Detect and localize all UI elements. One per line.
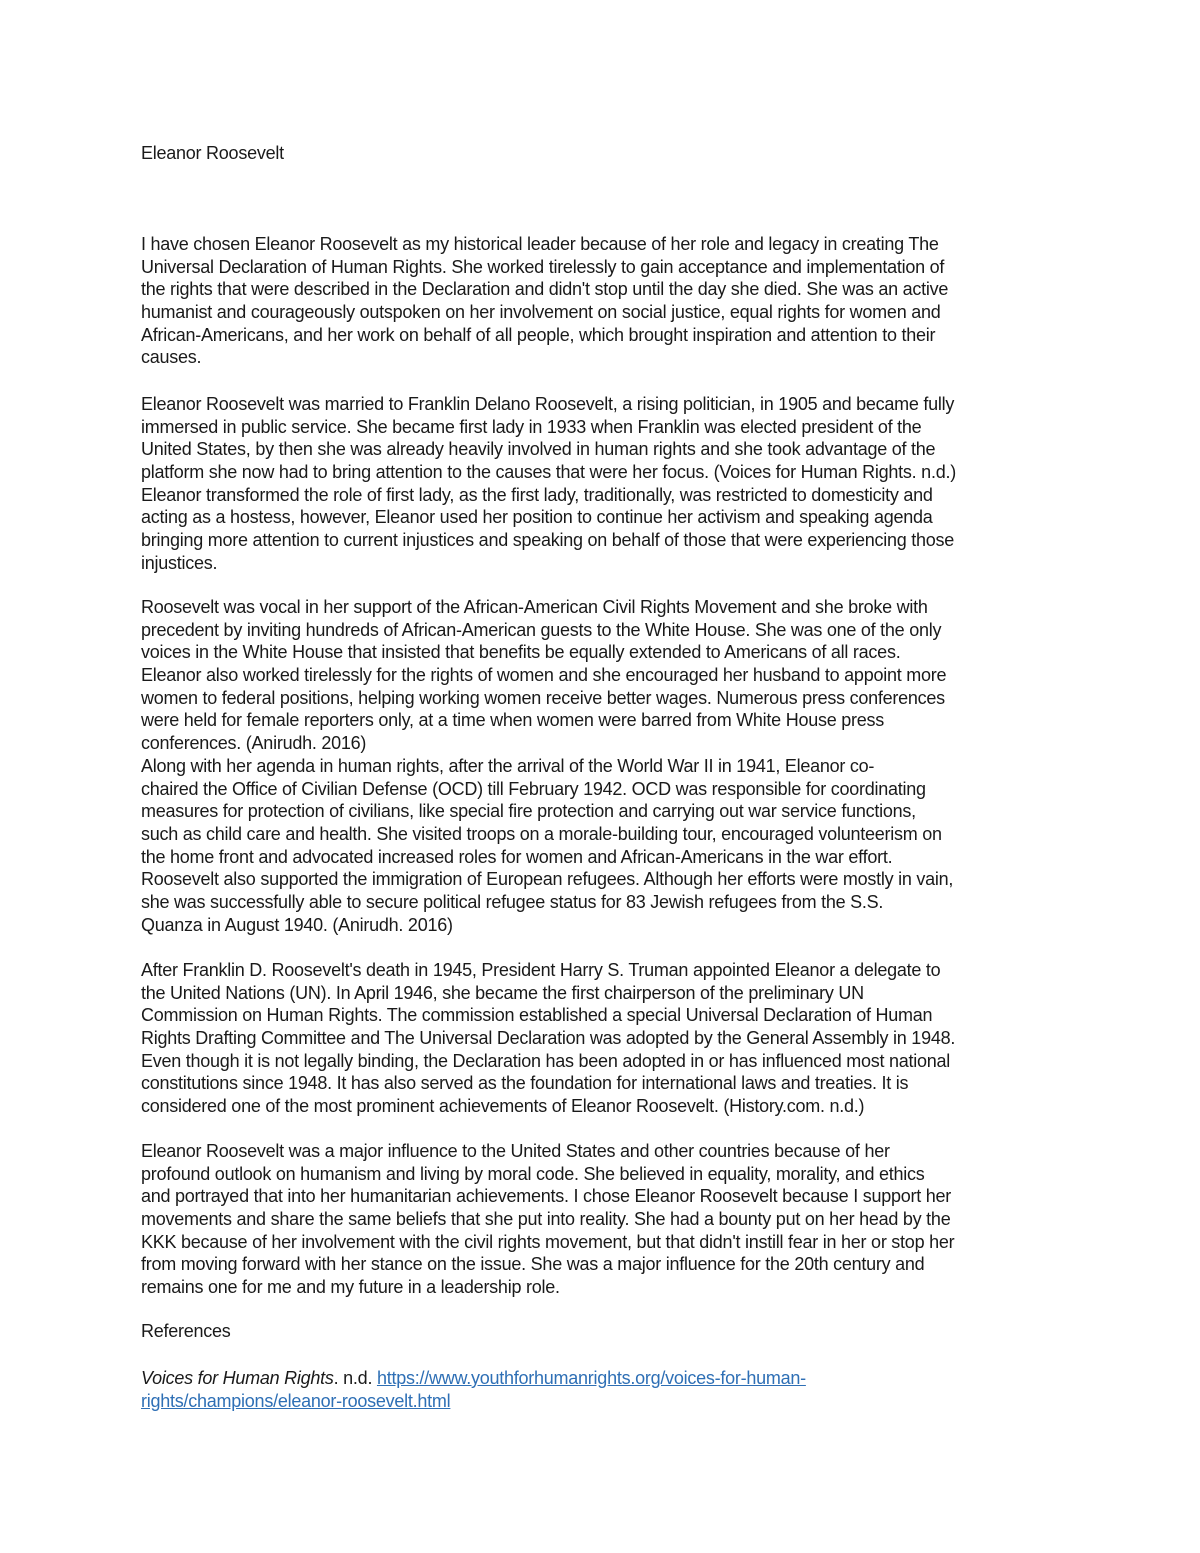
text-line: KKK because of her involvement with the civil rights movement, but that didn't instill fear in her or stop her [141, 1231, 955, 1252]
text-line: injustices. [141, 552, 218, 573]
text-line: such as child care and health. She visited troops on a morale-building tour, encouraged volunteerism on [141, 823, 942, 844]
text-line: Commission on Human Rights. The commission established a special Universal Declaration of Human [141, 1005, 933, 1026]
paragraph-4 [141, 959, 955, 1118]
text-line: Universal Declaration of Human Rights. She worked tirelessly to gain acceptance and implementation of [141, 256, 945, 277]
paragraph-1 [141, 233, 948, 369]
text-line: women to federal positions, helping working women receive better wages. Numerous press conferences [141, 687, 945, 708]
text-line: Even though it is not legally binding, the Declaration has been adopted in or has influenced most national [141, 1050, 951, 1071]
text-line: Eleanor Roosevelt was a major influence to the United States and other countries because of her [141, 1141, 890, 1161]
text-line: measures for protection of civilians, like special fire protection and carrying out war service functions, [141, 801, 916, 822]
text-line: remains one for me and my future in a leadership role. [141, 1277, 560, 1298]
reference-link-continued[interactable]: rights/champions/eleanor-roosevelt.html [141, 1390, 451, 1411]
text-line: causes. [141, 347, 202, 368]
paragraph-5 [141, 1140, 954, 1299]
document-title: Eleanor Roosevelt [141, 143, 284, 163]
text-line: were held for female reporters only, at a time when women were barred from White House press [141, 710, 884, 731]
text-line: humanist and courageously outspoken on her involvement on social justice, equal rights for women and [141, 302, 941, 323]
text-line: voices in the White House that insisted that benefits be equally extended to Americans of all races. [141, 642, 901, 663]
reference-link[interactable]: https://www.youthforhumanrights.org/voices-for-human- [376, 1368, 806, 1388]
paragraph-2 [141, 393, 956, 575]
text-line: precedent by inviting hundreds of African-American guests to the White House. She was one of the only [141, 619, 942, 640]
text-line: Eleanor also worked tirelessly for the rights of women and she encouraged her husband to appoint more [141, 665, 947, 686]
reference-date: . n.d. [333, 1368, 377, 1388]
text-line: the home front and advocated increased roles for women and African-Americans in the war effort. [141, 846, 893, 867]
references-heading: References [141, 1321, 231, 1341]
text-line: United States, by then she was already heavily involved in human rights and she took advantage of the [141, 439, 936, 460]
text-line: and portrayed that into her humanitarian achievements. I chose Eleanor Roosevelt because I support her [141, 1186, 951, 1207]
text-line: conferences. (Anirudh. 2016) [141, 733, 367, 754]
text-line: the rights that were described in the Declaration and didn't stop until the day she died. She was an active [141, 279, 949, 300]
text-line: Roosevelt also supported the immigration of European refugees. Although her efforts were mostly in vain, [141, 869, 954, 890]
text-line: After Franklin D. Roosevelt's death in 1945, President Harry S. Truman appointed Eleanor a delegate to [141, 960, 941, 980]
text-line: movements and share the same beliefs that she put into reality. She had a bounty put on her head by the [141, 1209, 951, 1230]
text-line: African-Americans, and her work on behalf of all people, which brought inspiration and attention to their [141, 324, 936, 345]
text-line: acting as a hostess, however, Eleanor used her position to continue her activism and speaking agenda [141, 507, 933, 528]
text-line: Roosevelt was vocal in her support of the African-American Civil Rights Movement and she broke with [141, 597, 928, 617]
text-line: Along with her agenda in human rights, after the arrival of the World War II in 1941, Eleanor co- [141, 755, 875, 776]
text-line: she was successfully able to secure political refugee status for 83 Jewish refugees from the S.S. [141, 891, 884, 912]
text-line: chaired the Office of Civilian Defense (OCD) till February 1942. OCD was responsible for coordinating [141, 778, 926, 799]
reference-entry [141, 1367, 806, 1412]
text-line: Eleanor Roosevelt was married to Franklin Delano Roosevelt, a rising politician, in 1905 and became fully [141, 394, 955, 414]
text-line: Quanza in August 1940. (Anirudh. 2016) [141, 914, 453, 935]
text-line: Eleanor transformed the role of first lady, as the first lady, traditionally, was restricted to domesticity and [141, 484, 933, 505]
text-line: profound outlook on humanism and living by moral code. She believed in equality, morality, and ethics [141, 1163, 925, 1184]
text-line: immersed in public service. She became first lady in 1933 when Franklin was elected president of the [141, 416, 922, 437]
text-line: bringing more attention to current injustices and speaking on behalf of those that were experiencing those [141, 530, 955, 551]
reference-title: Voices for Human Rights [141, 1368, 334, 1388]
text-line: Rights Drafting Committee and The Universal Declaration was adopted by the General Assembly in 1948. [141, 1028, 956, 1049]
text-line: considered one of the most prominent achievements of Eleanor Roosevelt. (History.com. n.d.) [141, 1096, 865, 1117]
text-line: the United Nations (UN). In April 1946, she became the first chairperson of the preliminary UN [141, 982, 864, 1003]
paragraph-3 [141, 596, 953, 936]
text-line: platform she now had to bring attention to the causes that were her focus. (Voices for Human Rights. n.d.) [141, 462, 956, 483]
text-line: from moving forward with her stance on the issue. She was a major influence for the 20th century and [141, 1254, 925, 1275]
text-line: I have chosen Eleanor Roosevelt as my historical leader because of her role and legacy in creating The [141, 234, 939, 254]
text-line: constitutions since 1948. It has also served as the foundation for international laws and treaties. It is [141, 1073, 909, 1094]
